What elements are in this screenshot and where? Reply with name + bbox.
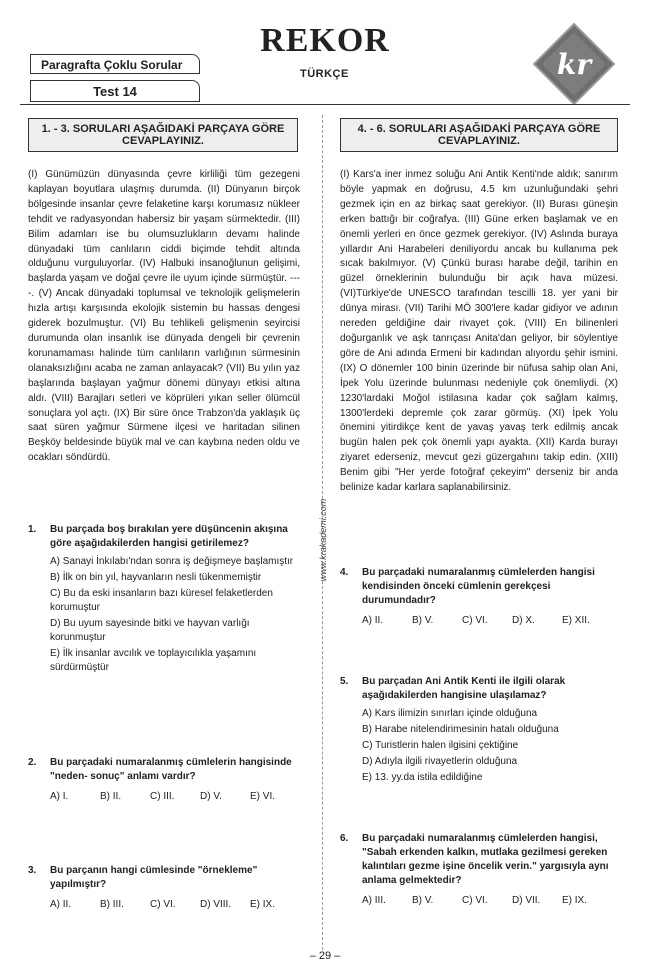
option-c[interactable]: C) VI.: [462, 615, 488, 626]
question-stem: Bu parçanın hangi cümlesinde "örnekleme" yapılmıştır?: [50, 865, 258, 890]
right-passage: [340, 168, 618, 496]
question-stem: Bu parçadan Ani Antik Kenti ile ilgili olarak aşağıdakilerden hangisine ulaşılamaz?: [362, 676, 566, 701]
option-a[interactable]: A) Sanayi İnkılabı'ndan sonra iş değişmeye başlamıştır: [50, 556, 294, 567]
brand-logo: [255, 22, 395, 60]
option-e[interactable]: E) IX.: [250, 899, 276, 910]
section-title: Paragrafta Çoklu Sorular: [41, 58, 183, 72]
question-4: [340, 566, 620, 628]
option-e[interactable]: E) VI.: [250, 791, 276, 802]
option-e[interactable]: E) 13. yy.da istila edildiğine: [362, 772, 483, 783]
option-b[interactable]: B) V.: [412, 615, 434, 626]
question-number: 1.: [28, 524, 37, 535]
option-a[interactable]: A) III.: [362, 895, 386, 906]
option-c[interactable]: C) VI.: [150, 899, 176, 910]
option-d[interactable]: D) Adıyla ilgili rivayetlerin olduğuna: [362, 756, 518, 767]
right-heading-text: 4. - 6. SORULARI AŞAĞIDAKİ PARÇAYA GÖRE CEVAPLAYINIZ.: [357, 123, 601, 147]
option-a[interactable]: A) Kars ilimizin sınırları içinde olduğuna: [362, 708, 538, 719]
question-3: [28, 864, 303, 912]
test-label: Test 14: [93, 84, 137, 99]
option-d[interactable]: D) X.: [512, 615, 535, 626]
question-1: [28, 523, 303, 675]
option-e[interactable]: E) XII.: [562, 615, 590, 626]
option-c[interactable]: C) Turistlerin halen ilgisini çektiğine: [362, 740, 519, 751]
option-d[interactable]: D) VIII.: [200, 899, 232, 910]
test-label-tab: [30, 80, 200, 102]
logo-letters: kr: [556, 48, 592, 81]
option-b[interactable]: B) II.: [100, 791, 122, 802]
page-number: [0, 950, 650, 962]
right-passage-text: (I) Kars'a iner inmez soluğu Ani Antik Kenti'nde aldık; sanırım böyle yapmak en doğrusu, 4.5 km uzunluğundaki şehri gezmek için en az birkaç saat gerekiyor. (II) Burası güneşin erken battığı bir coğrafya. (III) Güne erken başlamak ve en önemli yerleri en önce gezmek gerekiyor. (IV) Aslında buraya yıllardır Ani Harabeleri deniliyordu ancak bu kullanıma pek sıcak bakılmıyor. (V) Çünkü burası harabe değil, tarihin en güzel örneklerinin bulunduğu bir açık hava müzesi. (VI)Türkiye'de UNESCO tarafından tescilli 18. yer yani bir dünya mirası. (VII) Tarihi MÖ 300'lere kadar gidiyor ve adının nereden geldiğine dair rivayet çok. (VIII) En bilinenleri doğurganlık ve aşk tanrıçası Anita'dan geliyor, bir söylentiye göre de Ani adında Ermeni bir kadından alıyordu şehir ismini. (IX) O dönemler 100 binin üzerinde bir nüfusa sahip olan Ani, İpek Yolu üzerinde bulunması nedeniyle çok önemliydi. (X) 1230'lardaki Moğol istilasına kadar çok sağlam kalmış, 1300'lerdeki depremle çok zarar görmüş. (XI) İpek Yolu önemini yitirdikçe kent de yavaş yavaş terk edilmiş ancak bugün halen pek çok önemli yapı ayakta. (XII) Karda burayı ziyaret ederseniz, mevcut gezi güzergahını takip edin. (XIII) Benim gibi "Her yerde fotoğraf çekeyim" derseniz bir anda belinize kadar karlara saplanabilirsiniz.: [340, 169, 618, 494]
option-d[interactable]: D) V.: [200, 791, 222, 802]
option-c[interactable]: C) III.: [150, 791, 175, 802]
left-section-heading: [28, 118, 298, 152]
option-b[interactable]: B) V.: [412, 895, 434, 906]
question-number: 4.: [340, 567, 349, 578]
option-e[interactable]: E) IX.: [562, 895, 588, 906]
left-passage-text: (I) Günümüzün dünyasında çevre kirliliği tüm gezegeni kaplayan boyutlara ulaşmış durumda. (II) Dünyanın birçok bölgesinde insanlar çevre felaketine karşı korumasız nükleer tehdit ve radyasyondan habersiz bir yaşam sürmektedir. (III) Bilim adamları ise bu olumsuzlukların devamı halinde dünyadaki tüm canlıların ciddi biçimde tehdit altında olduğunu vurguluyorlar. (IV) Halbuki insanoğlunun gelişimi, başlarda yaşam ve doğal çevre ile uyum içinde sürmüştür. ----. (V) Ancak dünyadaki toplumsal ve teknolojik gelişmelerin hızla artışı karşısında ekolojik sistemin bu hassas dengesi giderek bozulmuştur. (VI) Bu tehlikeli gelişmenin seyircisi durumunda olan insanlık ise dünyada dengeli bir çevrenin korunamaması halinde tüm canlıların varlığının sürmesinin olanaksızlığını acaba ne zaman anlayacak? (VII) Bu yılın yaz başlarında başlayan yağmur dönemi dünyayı etkisi altına aldı. (VIII) Barajları setleri ve köprüleri yıkan seller ölümcül sonuçlara yol açtı. (IX) Bir süre önce Trabzon'da yaklaşık üç saat süren yağmur Sürmene ilçesi ve haritadan silinen Beşköy beldesinde büyük mal ve can kaybına neden oldu ve ocakları söndürdü.: [28, 169, 300, 464]
watermark: [318, 475, 328, 605]
question-2: [28, 756, 303, 804]
subject-text: TÜRKÇE: [300, 68, 349, 80]
option-b[interactable]: B) İlk on bin yıl, hayvanların nesli tükenmemiştir: [50, 572, 262, 583]
option-b[interactable]: B) III.: [100, 899, 124, 910]
watermark-text: www.krakademi.com: [318, 498, 328, 582]
option-a[interactable]: A) II.: [362, 615, 384, 626]
option-a[interactable]: A) II.: [50, 899, 72, 910]
question-number: 3.: [28, 865, 37, 876]
question-number: 5.: [340, 676, 349, 687]
option-e[interactable]: E) İlk insanlar avcılık ve toplayıcılıkla yaşamını sürdürmüştür: [50, 648, 257, 673]
question-stem: Bu parçadaki numaralanmış cümlelerin hangisinde "neden- sonuç" anlamı vardır?: [50, 757, 292, 782]
left-passage: [28, 168, 300, 466]
brand-text: REKOR: [260, 22, 390, 59]
subject-label: [300, 68, 349, 80]
section-title-tab: [30, 54, 200, 74]
kr-diamond-logo: [532, 22, 616, 106]
option-c[interactable]: C) VI.: [462, 895, 488, 906]
option-a[interactable]: A) I.: [50, 791, 69, 802]
option-d[interactable]: D) VII.: [512, 895, 541, 906]
left-heading-text: 1. - 3. SORULARI AŞAĞIDAKİ PARÇAYA GÖRE CEVAPLAYINIZ.: [41, 123, 285, 147]
option-b[interactable]: B) Harabe nitelendirimesinin hatalı olduğuna: [362, 724, 559, 735]
question-stem: Bu parçadaki numaralanmış cümlelerden hangisi, "Sabah erkenden kalkın, mutlaka gezilmesi gereken kalıntıları gezme işine öncelik verin." yargısıyla aynı anlama gelmektedir?: [362, 833, 609, 886]
question-stem: Bu parçada boş bırakılan yere düşüncenin akışına göre aşağıdakilerden hangisi getirilemez?: [50, 524, 288, 549]
question-stem: Bu parçadaki numaralanmış cümlelerden hangisi kendisinden önceki cümlenin gerekçesi durumundadır?: [362, 567, 595, 606]
question-number: 2.: [28, 757, 37, 768]
question-5: [340, 675, 620, 785]
header-rule: [20, 104, 630, 105]
question-number: 6.: [340, 833, 349, 844]
right-section-heading: [340, 118, 618, 152]
option-c[interactable]: C) Bu da eski insanların bazı küresel felaketlerden korumuştur: [50, 588, 273, 613]
page-number-text: – 29 –: [309, 950, 341, 962]
option-d[interactable]: D) Bu uyum sayesinde bitki ve hayvan varlığı korunmuştur: [50, 618, 250, 643]
question-6: [340, 832, 620, 908]
